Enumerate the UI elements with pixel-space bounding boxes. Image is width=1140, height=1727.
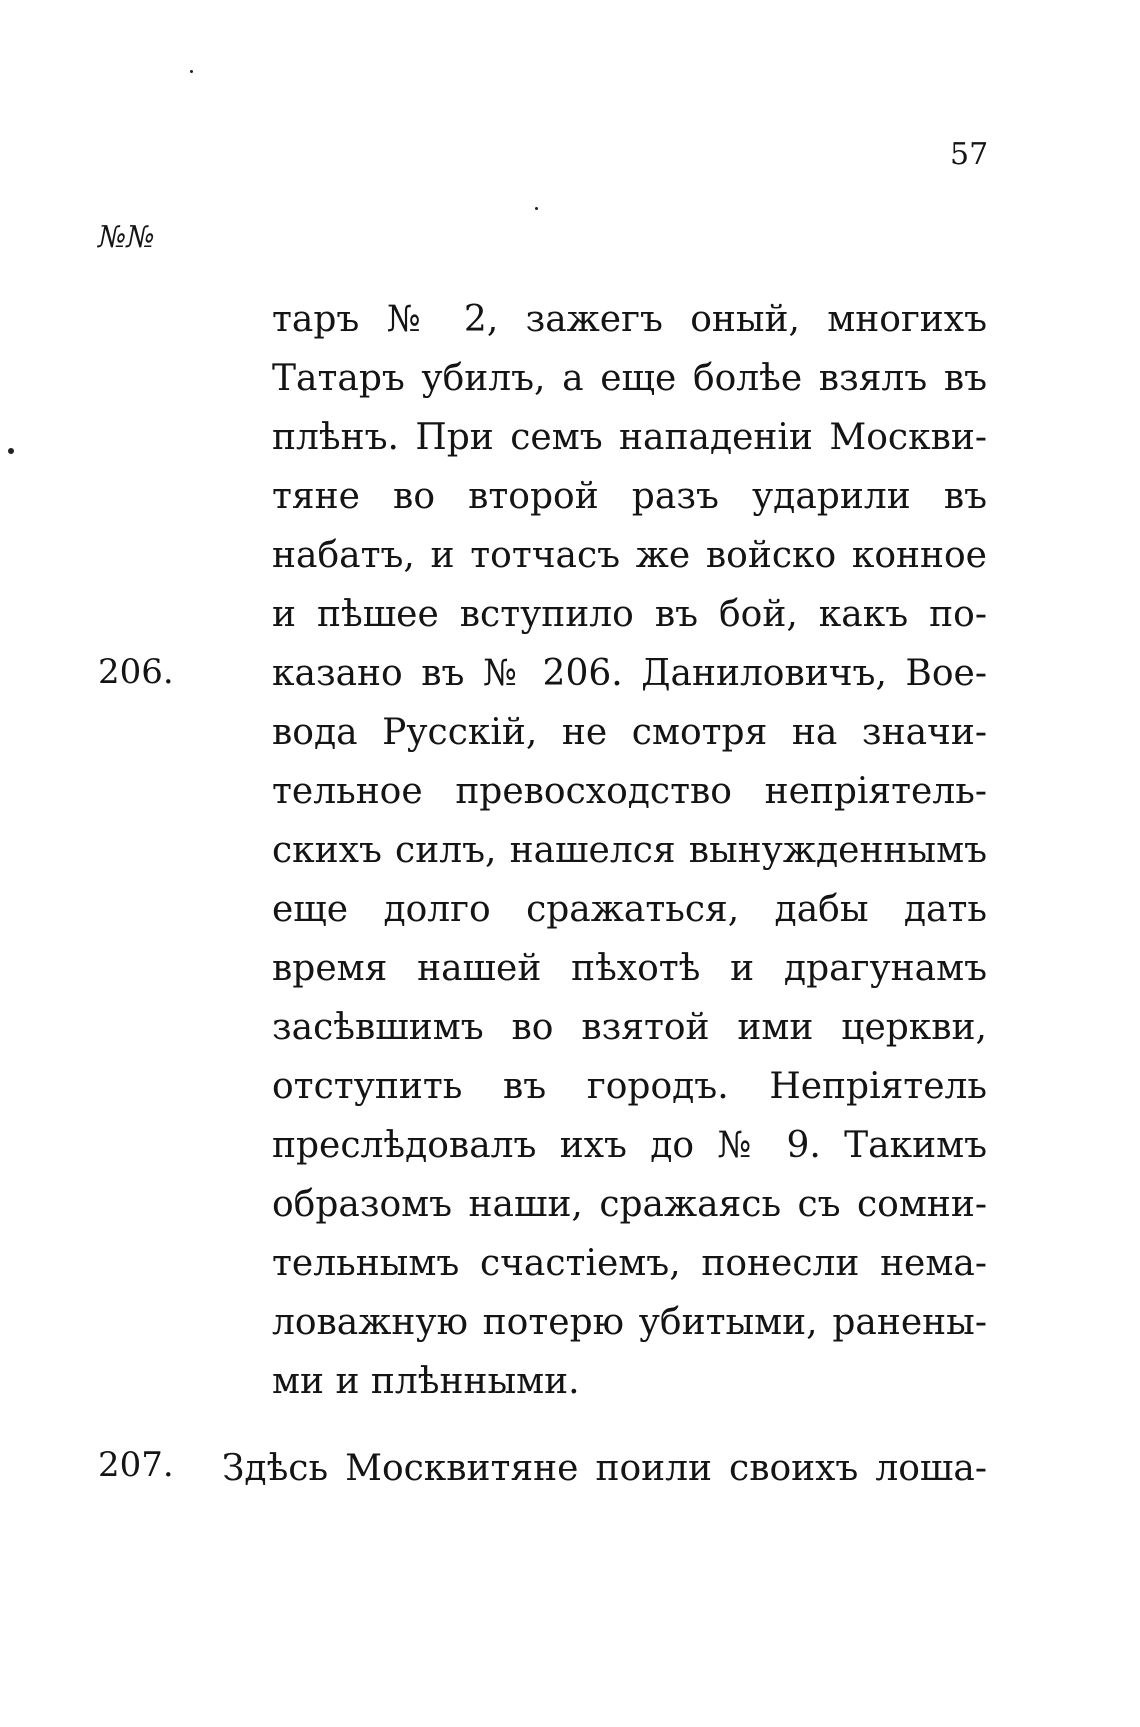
final-text-line: Здѣсь Москвитяне поили своихъ лоша- bbox=[222, 1448, 987, 1489]
text-line: набатъ, и тотчасъ же войско конное bbox=[272, 535, 987, 576]
text-line: и пѣшее вступило въ бой, какъ по- bbox=[272, 594, 987, 635]
text-line: тяне во второй разъ ударили въ bbox=[272, 476, 987, 517]
text-line: время нашей пѣхотѣ и драгунамъ bbox=[272, 948, 987, 989]
text-line: ми и плѣнными. bbox=[272, 1361, 580, 1402]
numero-header: №№ bbox=[98, 220, 155, 255]
text-line: вода Русскій, не смотря на значи- bbox=[272, 712, 987, 753]
text-line: преслѣдовалъ ихъ до № 9. Такимъ bbox=[272, 1125, 987, 1166]
page-number: 57 bbox=[950, 137, 989, 172]
margin-number-207: 207. bbox=[98, 1445, 174, 1485]
text-line: образомъ наши, сражаясь съ сомни- bbox=[272, 1184, 987, 1225]
ink-speck bbox=[535, 207, 538, 210]
body-text bbox=[272, 290, 987, 1411]
text-line: еще долго сражаться, дабы дать bbox=[272, 889, 987, 930]
text-line: засѣвшимъ во взятой ими церкви, bbox=[272, 1007, 987, 1048]
text-line: плѣнъ. При семъ нападеніи Москви- bbox=[272, 417, 987, 458]
margin-number-206: 206. bbox=[98, 652, 174, 692]
ink-speck bbox=[190, 70, 193, 73]
ink-speck bbox=[8, 448, 14, 454]
text-line: скихъ силъ, нашелся вынужденнымъ bbox=[272, 830, 987, 871]
text-line: казано въ № 206. Даниловичъ, Вое- bbox=[272, 653, 987, 694]
text-line: ловажную потерю убитыми, ранены- bbox=[272, 1302, 987, 1343]
text-line: таръ № 2, зажегъ оный, многихъ bbox=[272, 299, 987, 340]
text-line: Татаръ убилъ, а еще болѣе взялъ въ bbox=[272, 358, 987, 399]
text-line: тельное превосходство непріятель- bbox=[272, 771, 987, 812]
text-line: отступить въ городъ. Непріятель bbox=[272, 1066, 987, 1107]
text-line: тельнымъ счастіемъ, понесли нема- bbox=[272, 1243, 987, 1284]
